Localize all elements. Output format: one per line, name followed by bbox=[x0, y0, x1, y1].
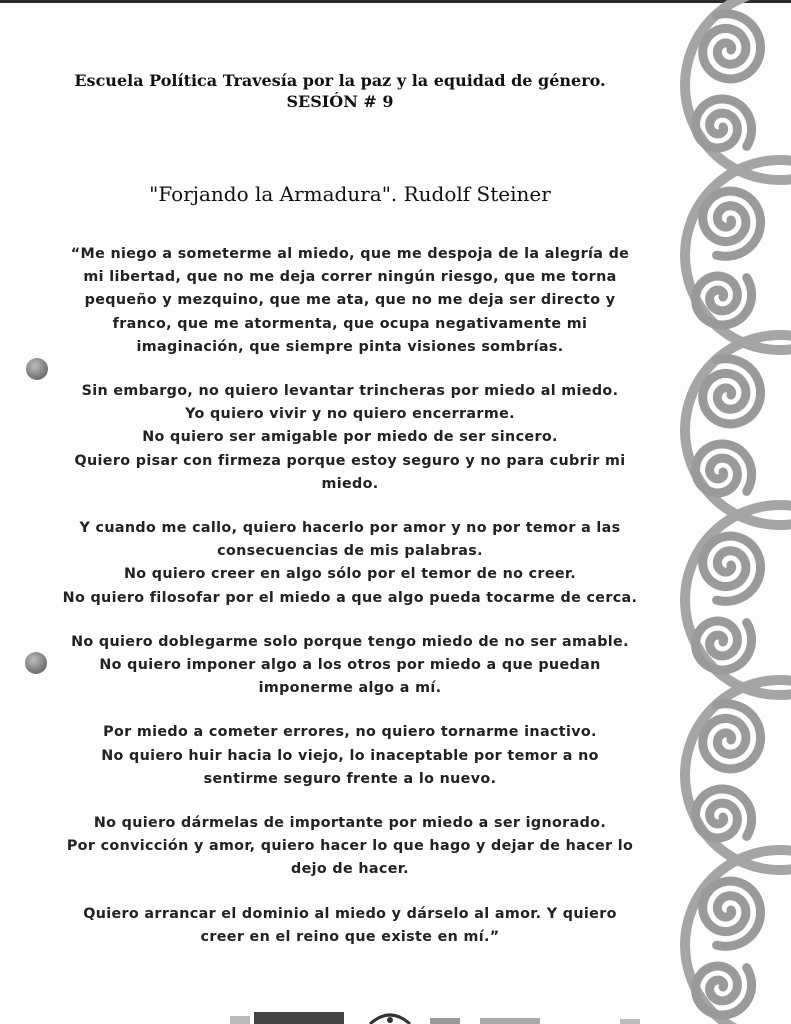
poem-line: No quiero ser amigable por miedo de ser sincero. bbox=[142, 429, 558, 446]
poem-stanza bbox=[40, 812, 660, 882]
document-header bbox=[40, 70, 640, 112]
poem-stanza bbox=[40, 903, 660, 949]
spiral-icon bbox=[703, 536, 761, 601]
ring-icon bbox=[685, 0, 791, 180]
poem-line: franco, que me atormenta, que ocupa negativamente mi bbox=[112, 315, 588, 332]
spiral-icon bbox=[696, 966, 752, 1015]
poem-stanza bbox=[40, 380, 660, 496]
poem-line: No quiero huir hacia lo viejo, lo inaceptable por temor a no bbox=[101, 747, 599, 764]
spiral-icon bbox=[703, 191, 761, 256]
spiral-icon bbox=[696, 99, 752, 148]
poem-line: sentirme seguro frente a lo nuevo. bbox=[203, 770, 497, 787]
poem-line: Por convicción y amor, quiero hacer lo que hago y dejar de hacer lo bbox=[66, 838, 634, 855]
poem-text bbox=[40, 243, 660, 970]
poem-line: “Me niego a someterme al miedo, que me despoja de la alegría de bbox=[70, 246, 630, 262]
poem-line: miedo. bbox=[321, 475, 379, 492]
spiral-border-icon bbox=[640, 0, 791, 1024]
poem-stanza bbox=[40, 243, 660, 359]
poem-line: creer en el reino que existe en mí.” bbox=[200, 928, 500, 945]
poem-stanza bbox=[40, 721, 660, 791]
poem-line: Yo quiero vivir y no quiero encerrarme. bbox=[185, 406, 515, 423]
poem-line: imaginación, que siempre pinta visiones sombrías. bbox=[136, 338, 564, 355]
poem-line: mi libertad, que no me deja correr ningún riesgo, que me torna bbox=[83, 269, 617, 286]
poem-line: Sin embargo, no quiero levantar trincheras por miedo al miedo. bbox=[81, 383, 619, 400]
footer-logos-icon bbox=[230, 1004, 650, 1024]
poem-line: No quiero dármelas de importante por miedo a ser ignorado. bbox=[93, 815, 607, 832]
poem-line: No quiero imponer algo a los otros por miedo a que puedan bbox=[99, 657, 601, 674]
poem-line: dejo de hacer. bbox=[291, 861, 409, 878]
poem-line: Quiero arrancar el dominio al miedo y dárselo al amor. Y quiero bbox=[83, 905, 617, 922]
session-number: SESIÓN # 9 bbox=[286, 92, 394, 111]
spiral-icon bbox=[696, 789, 752, 838]
poem-line: Por miedo a cometer errores, no quiero tornarme inactivo. bbox=[103, 724, 597, 741]
school-name: Escuela Política Travesía por la paz y la equidad de género. bbox=[74, 71, 606, 90]
poem-line: consecuencias de mis palabras. bbox=[217, 543, 483, 560]
poem-line: No quiero creer en algo sólo por el temor de no creer. bbox=[123, 566, 577, 583]
poem-line: imponerme algo a mí. bbox=[258, 680, 442, 697]
poem-stanza bbox=[40, 631, 660, 701]
poem-line: Y cuando me callo, quiero hacerlo por amor y no por temor a las bbox=[79, 520, 621, 537]
poem-line: Quiero pisar con firmeza porque estoy seguro y no para cubrir mi bbox=[74, 452, 626, 469]
spiral-icon bbox=[703, 881, 761, 946]
spiral-icon bbox=[696, 621, 752, 670]
page-title: "Forjando la Armadura". Rudolf Steiner bbox=[149, 182, 551, 206]
poem-stanza bbox=[40, 517, 660, 610]
poem-line: No quiero filosofar por el miedo a que algo pueda tocarme de cerca. bbox=[62, 589, 638, 606]
poem-line: No quiero doblegarme solo porque tengo miedo de no ser amable. bbox=[71, 633, 629, 650]
poem-line: pequeño y mezquino, que me ata, que no me deja ser directo y bbox=[84, 292, 616, 309]
spiral-icon bbox=[696, 444, 752, 493]
spiral-icon bbox=[696, 276, 752, 325]
